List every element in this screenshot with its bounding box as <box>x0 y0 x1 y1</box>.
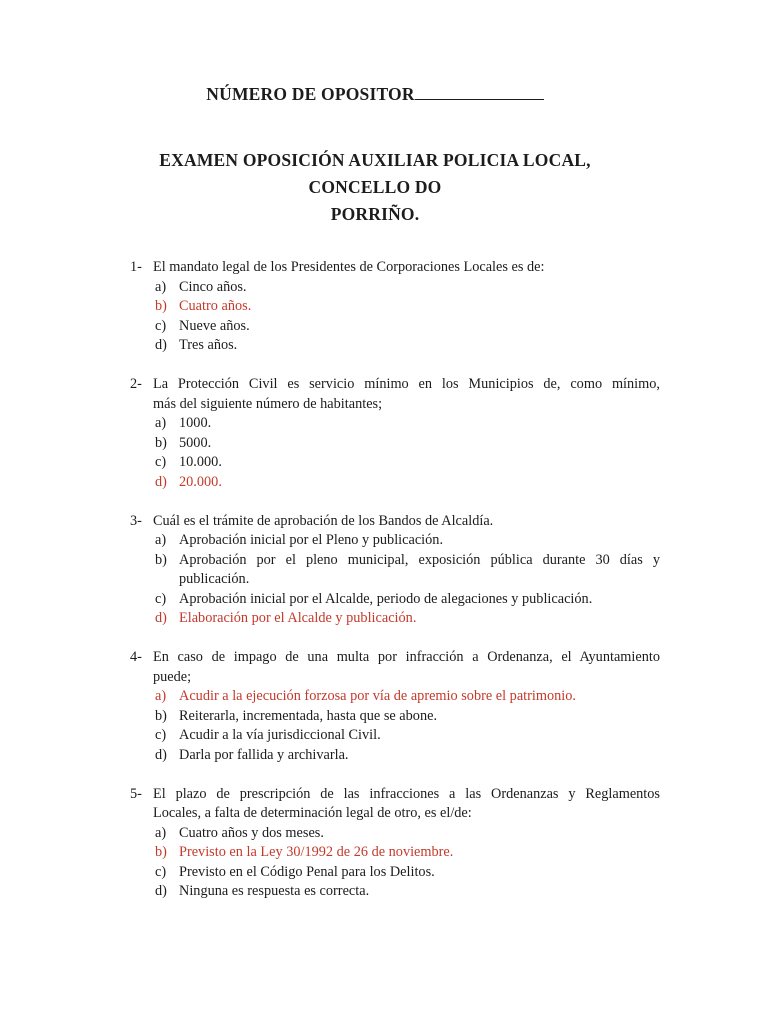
question-block <box>130 258 660 356</box>
document-header <box>130 84 620 228</box>
exam-title-line-2: PORRIÑO. <box>330 204 420 224</box>
option-text <box>179 590 660 610</box>
question-number: 5- <box>130 785 142 802</box>
options-list <box>153 824 660 902</box>
option-text <box>179 882 660 902</box>
options-list <box>153 278 660 356</box>
opositor-number-line <box>130 84 620 105</box>
question-body <box>153 258 660 356</box>
option-row-correct-answer <box>155 843 660 863</box>
opositor-number-label: NÚMERO DE OPOSITOR <box>206 84 415 104</box>
option-text <box>179 609 660 629</box>
option-row <box>155 336 660 356</box>
option-row <box>155 531 660 551</box>
option-row <box>155 726 660 746</box>
option-letter: a) <box>155 532 167 548</box>
option-text <box>179 414 660 434</box>
option-row <box>155 434 660 454</box>
option-text-line: Previsto en la Ley 30/1992 de 26 de noviembre. <box>179 844 454 860</box>
option-text <box>179 317 660 337</box>
option-text-line: Aprobación inicial por el Alcalde, periodo de alegaciones y publicación. <box>179 590 593 607</box>
option-text <box>179 843 660 863</box>
option-text <box>179 551 660 590</box>
option-text <box>179 726 660 746</box>
opositor-number-blank-line <box>415 97 544 100</box>
option-letter: c) <box>155 727 167 743</box>
option-row <box>155 707 660 727</box>
option-letter: b) <box>155 434 167 451</box>
option-row <box>155 863 660 883</box>
question-body <box>153 785 660 902</box>
option-letter: d) <box>155 473 167 490</box>
option-text <box>179 453 660 473</box>
option-text <box>179 531 660 551</box>
option-letter: b) <box>155 844 167 860</box>
question-text-line: puede; <box>153 668 192 685</box>
question-block <box>130 512 660 629</box>
option-text-line: 20.000. <box>179 473 222 490</box>
option-text-line: 5000. <box>179 434 212 451</box>
option-letter: c) <box>155 317 167 334</box>
option-letter: b) <box>155 551 167 568</box>
question-number: 1- <box>130 259 142 275</box>
options-list <box>153 531 660 629</box>
option-text <box>179 336 660 356</box>
option-text-line: Tres años. <box>179 337 238 353</box>
option-text <box>179 297 660 317</box>
option-letter: d) <box>155 337 167 353</box>
option-row <box>155 551 660 590</box>
question-number: 3- <box>130 512 142 529</box>
option-row <box>155 414 660 434</box>
option-row-correct-answer <box>155 297 660 317</box>
option-text <box>179 473 660 493</box>
question-text-line: Locales, a falta de determinación legal de otro, es el/de: <box>153 805 472 821</box>
option-text-line: Aprobación inicial por el Pleno y publicación. <box>179 532 444 548</box>
option-text-line: Cuatro años. <box>179 298 252 314</box>
option-text-line: Nueve años. <box>179 317 250 334</box>
option-row-correct-answer <box>155 609 660 629</box>
option-text <box>179 824 660 844</box>
question-text-line: más del siguiente número de habitantes; <box>153 395 383 412</box>
option-letter: a) <box>155 824 167 841</box>
question-text-line: El mandato legal de los Presidentes de Corporaciones Locales es de: <box>153 259 545 275</box>
option-row <box>155 317 660 337</box>
option-row <box>155 882 660 902</box>
question-text-line: En caso de impago de una multa por infracción a Ordenanza, el Ayuntamiento <box>153 649 660 665</box>
option-letter: c) <box>155 590 167 607</box>
question-body <box>153 375 660 492</box>
option-letter: a) <box>155 688 167 704</box>
option-text-line: 1000. <box>179 415 212 431</box>
option-row <box>155 278 660 298</box>
option-letter: a) <box>155 278 167 295</box>
option-letter: d) <box>155 610 167 626</box>
option-text-line: Cinco años. <box>179 278 247 295</box>
option-letter: c) <box>155 863 167 880</box>
option-text-line: Acudir a la vía jurisdiccional Civil. <box>179 727 381 743</box>
option-letter: b) <box>155 707 167 724</box>
option-text-line: Acudir a la ejecución forzosa por vía de apremio sobre el patrimonio. <box>179 688 576 704</box>
option-text <box>179 278 660 298</box>
option-text <box>179 707 660 727</box>
question-number: 2- <box>130 376 142 392</box>
question-text-line: El plazo de prescripción de las infracciones a las Ordenanzas y Reglamentos <box>153 785 660 802</box>
question-block <box>130 648 660 765</box>
option-row-correct-answer <box>155 687 660 707</box>
option-letter: b) <box>155 298 167 314</box>
option-text-line: Aprobación por el pleno municipal, exposición pública durante 30 días y <box>179 551 660 568</box>
option-text-line: Darla por fallida y archivarla. <box>179 746 349 763</box>
options-list <box>153 687 660 765</box>
option-text <box>179 863 660 883</box>
option-text-line: Previsto en el Código Penal para los Delitos. <box>179 863 435 880</box>
option-text <box>179 434 660 454</box>
question-number: 4- <box>130 649 142 665</box>
exam-title <box>130 147 620 228</box>
option-text-line: Reiterarla, incrementada, hasta que se abone. <box>179 707 438 724</box>
option-text <box>179 687 660 707</box>
option-letter: a) <box>155 415 167 431</box>
option-letter: d) <box>155 746 167 763</box>
option-row <box>155 453 660 473</box>
question-block <box>130 785 660 902</box>
option-text-line: Ninguna es respuesta es correcta. <box>179 883 370 899</box>
option-text-line: Elaboración por el Alcalde y publicación. <box>179 610 417 626</box>
option-row <box>155 824 660 844</box>
option-text <box>179 746 660 766</box>
options-list <box>153 414 660 492</box>
option-letter: c) <box>155 454 167 470</box>
questions-list <box>130 258 660 902</box>
option-row-correct-answer <box>155 473 660 493</box>
question-text-line: Cuál es el trámite de aprobación de los Bandos de Alcaldía. <box>153 512 494 529</box>
option-row <box>155 590 660 610</box>
question-text-line: La Protección Civil es servicio mínimo en los Municipios de, como mínimo, <box>153 376 660 392</box>
exam-title-line-1: EXAMEN OPOSICIÓN AUXILIAR POLICIA LOCAL, CONCELLO DO <box>159 150 591 197</box>
option-text-line: publicación. <box>179 571 250 587</box>
option-text-line: Cuatro años y dos meses. <box>179 824 324 841</box>
question-body <box>153 648 660 765</box>
option-row <box>155 746 660 766</box>
question-block <box>130 375 660 492</box>
question-body <box>153 512 660 629</box>
option-letter: d) <box>155 883 167 899</box>
option-text-line: 10.000. <box>179 454 222 470</box>
